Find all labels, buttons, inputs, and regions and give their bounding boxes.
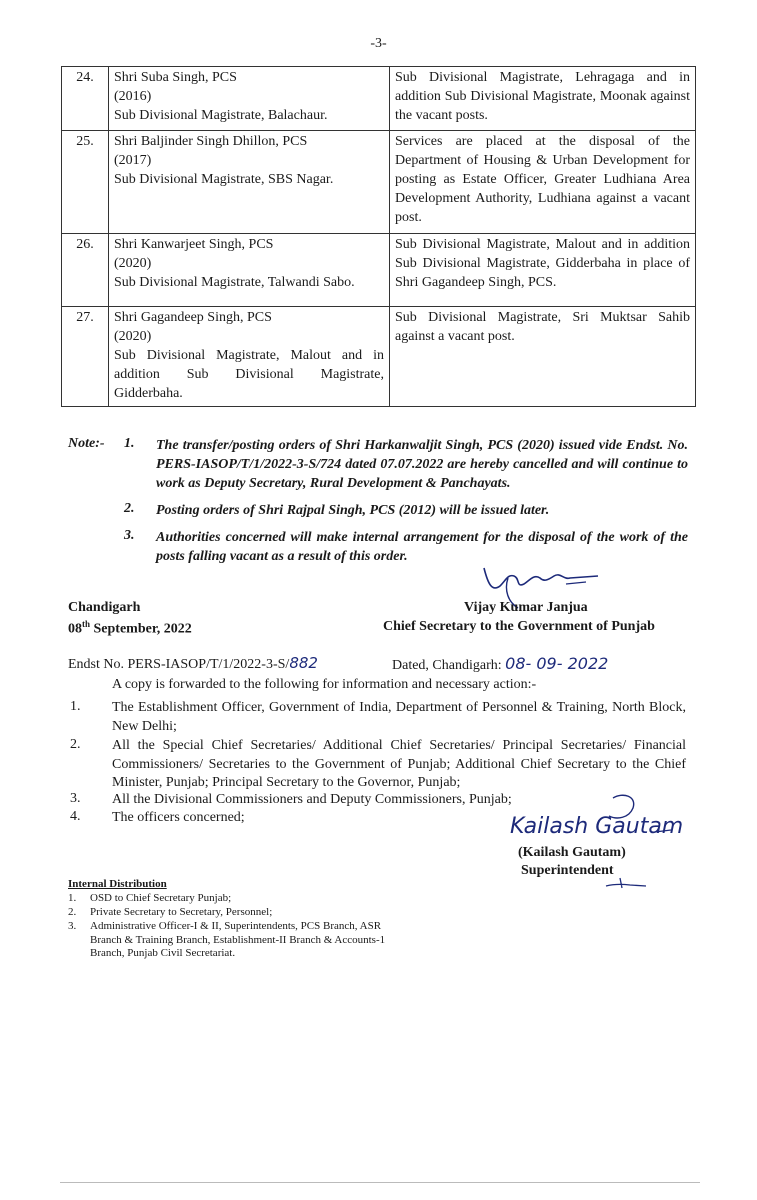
endorsement-date [392, 654, 608, 674]
internal-number: 3. [68, 920, 77, 932]
officer-batch: (2020) [114, 256, 152, 271]
serial-number: 25. [62, 131, 109, 234]
officer-cell [109, 67, 390, 131]
recipient-number: 3. [70, 791, 81, 806]
recipient-number: 2. [70, 737, 81, 752]
note-text: Authorities concerned will make internal arrangement for the disposal of the work of the posts falling vacant as a result of this order. [156, 530, 688, 564]
current-posting: Sub Divisional Magistrate, Balachaur. [114, 108, 328, 123]
date-suffix: th [82, 619, 91, 629]
officer-name: Shri Kanwarjeet Singh, PCS [114, 237, 274, 252]
signatory-title: Chief Secretary to the Government of Punjab [383, 619, 655, 634]
place: Chandigarh [68, 600, 141, 615]
endorsement-number [68, 654, 318, 673]
officer-name: Shri Suba Singh, PCS [114, 70, 237, 85]
note-label: Note:- [68, 436, 105, 451]
table-row [62, 234, 696, 307]
issue-date [68, 619, 192, 638]
initial-mark [600, 872, 650, 892]
serial-number: 26. [62, 234, 109, 307]
dated-label: Dated, Chandigarh: [392, 658, 502, 673]
internal-text: Administrative Officer-I & II, Superintendents, PCS Branch, ASR Branch & Training Branch, Establishment-II Branch & Accounts-1 Branch, Punjab Civil Secretariat. [90, 920, 386, 959]
officer-cell [109, 234, 390, 307]
officer-name: Shri Gagandeep Singh, PCS [114, 310, 272, 325]
superintendent-name: (Kailash Gautam) [518, 845, 626, 860]
serial-number: 27. [62, 307, 109, 407]
recipient-text: The Establishment Officer, Government of India, Department of Personnel & Training, North Block, New Delhi; [112, 700, 686, 734]
recipient-text: All the Special Chief Secretaries/ Additional Chief Secretaries/ Principal Secretaries/ Financial Commissioners/ Secretaries to the Government of Punjab; Additional Chief Secretary to the Chief Minister, Punjab; Principal Secretary to the Governor, Punjab; [112, 738, 686, 790]
date-rest: September, 2022 [90, 621, 192, 637]
forward-intro: A copy is forwarded to the following for information and necessary action:- [112, 677, 537, 692]
current-posting: Sub Divisional Magistrate, SBS Nagar. [114, 172, 334, 187]
internal-number: 2. [68, 906, 77, 918]
page-number: -3- [370, 36, 387, 51]
internal-text: Private Secretary to Secretary, Personnel; [90, 906, 273, 918]
note-number: 1. [124, 436, 135, 451]
date-day: 08 [68, 621, 82, 637]
officer-batch: (2020) [114, 329, 152, 344]
posting-table [61, 66, 696, 407]
new-posting: Services are placed at the disposal of the Department of Housing & Urban Development for posting as Estate Officer, Greater Ludhiana Area Development Authority, Ludhiana against a vacant post. [390, 131, 696, 234]
officer-cell [109, 307, 390, 407]
internal-distribution-heading: Internal Distribution [68, 878, 167, 890]
initial-scrawl [600, 872, 650, 892]
note-number: 3. [124, 528, 135, 543]
recipient-text: The officers concerned; [112, 810, 245, 825]
superintendent-title: Superintendent [521, 863, 614, 878]
internal-number: 1. [68, 892, 77, 904]
dated-handwritten: 08- 09- 2022 [505, 654, 609, 673]
officer-batch: (2017) [114, 153, 152, 168]
recipient-number: 1. [70, 699, 81, 714]
internal-text: OSD to Chief Secretary Punjab; [90, 892, 232, 904]
table-row [62, 131, 696, 234]
serial-number: 24. [62, 67, 109, 131]
table-row [62, 67, 696, 131]
officer-name: Shri Baljinder Singh Dhillon, PCS [114, 134, 308, 149]
bottom-rule [60, 1182, 700, 1183]
endst-handwritten-number: 882 [289, 654, 318, 672]
new-posting: Sub Divisional Magistrate, Lehragaga and in addition Sub Divisional Magistrate, Moonak against the vacant posts. [390, 67, 696, 131]
note-text: The transfer/posting orders of Shri Harkanwaljit Singh, PCS (2020) issued vide Endst. No. PERS-IASOP/T/1/2022-3-S/724 dated 07.07.2022 are hereby cancelled and will continue to work as Deputy Secretary, Rural Development & Panchayats. [156, 438, 688, 491]
new-posting: Sub Divisional Magistrate, Sri Muktsar Sahib against a vacant post. [390, 307, 696, 407]
note-text: Posting orders of Shri Rajpal Singh, PCS (2012) will be issued later. [156, 503, 550, 518]
table-row [62, 307, 696, 407]
new-posting: Sub Divisional Magistrate, Malout and in addition Sub Divisional Magistrate, Gidderbaha in place of Shri Gagandeep Singh, PCS. [390, 234, 696, 307]
current-posting: Sub Divisional Magistrate, Talwandi Sabo. [114, 275, 355, 290]
recipient-number: 4. [70, 809, 81, 824]
signatory-name: Vijay Kumar Janjua [464, 600, 588, 615]
current-posting: Sub Divisional Magistrate, Malout and in addition Sub Divisional Magistrate, Gidderbaha. [114, 348, 384, 401]
note-number: 2. [124, 501, 135, 516]
signature-text: Kailash Gautam [510, 814, 684, 839]
endst-prefix: Endst No. PERS-IASOP/T/1/2022-3-S/ [68, 657, 290, 672]
officer-batch: (2016) [114, 89, 152, 104]
recipient-text: All the Divisional Commissioners and Deputy Commissioners, Punjab; [112, 792, 512, 807]
officer-cell [109, 131, 390, 234]
